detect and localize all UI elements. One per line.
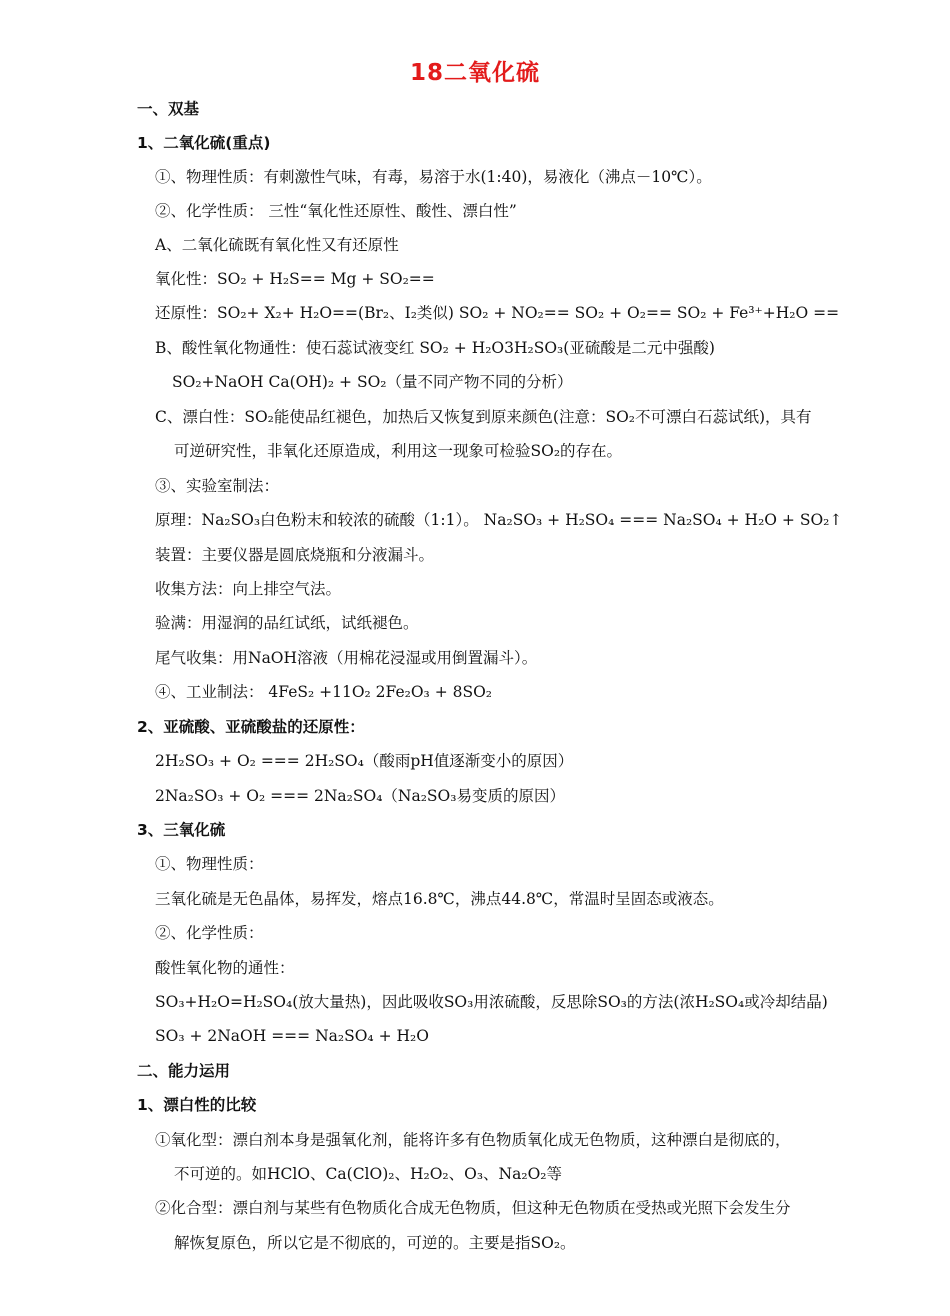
- text-line: 收集方法：向上排空气法。: [155, 580, 342, 598]
- text-line: 尾气收集：用NaOH溶液（用棉花浸湿或用倒置漏斗）。: [155, 649, 538, 667]
- text-line: C、漂白性：SO₂能使品红褪色，加热后又恢复到原来颜色(注意：SO₂不可漂白石蕊试纸)，具有: [155, 408, 812, 426]
- text-line: 氧化性：SO₂ + H₂S== Mg + SO₂==: [155, 270, 435, 288]
- text-line: B、酸性氧化物通性：使石蕊试液变红 SO₂ + H₂O3H₂SO₃(亚硫酸是二元中强酸): [155, 339, 715, 357]
- subsection-heading-so3: 3、三氧化硫: [137, 821, 226, 839]
- text-line: 酸性氧化物的通性：: [155, 959, 295, 977]
- text-line: 原理：Na₂SO₃白色粉末和较浓的硫酸（1:1）。 Na₂SO₃ + H₂SO₄ === Na₂SO₄ + H₂O + SO₂↑: [155, 511, 843, 529]
- text-line: 不可逆的。如HClO、Ca(ClO)₂、H₂O₂、O₃、Na₂O₂等: [174, 1165, 562, 1183]
- text-line: 装置：主要仪器是圆底烧瓶和分液漏斗。: [155, 546, 435, 564]
- text-line: ①氧化型：漂白剂本身是强氧化剂，能将许多有色物质氧化成无色物质，这种漂白是彻底的，: [155, 1131, 791, 1149]
- text-line: 解恢复原色，所以它是不彻底的，可逆的。主要是指SO₂。: [174, 1234, 576, 1252]
- subsection-heading-bleaching: 1、漂白性的比较: [137, 1096, 257, 1114]
- text-line: SO₃ + 2NaOH === Na₂SO₄ + H₂O: [155, 1027, 429, 1045]
- text-line: SO₂+NaOH Ca(OH)₂ + SO₂（量不同产物不同的分析）: [172, 373, 573, 391]
- text-line: ④、工业制法： 4FeS₂ +11O₂ 2Fe₂O₃ + 8SO₂: [155, 683, 493, 701]
- text-line: ②、化学性质：: [155, 924, 264, 942]
- text-line: 2H₂SO₃ + O₂ === 2H₂SO₄（酸雨pH值逐渐变小的原因）: [155, 752, 574, 770]
- text-line: ①、物理性质：有刺激性气味，有毒，易溶于水(1:40)，易液化（沸点－10℃）。: [155, 168, 712, 186]
- text-line: ②化合型：漂白剂与某些有色物质化合成无色物质，但这种无色物质在受热或光照下会发生分: [155, 1199, 791, 1217]
- page-title: 18二氧化硫: [409, 60, 540, 86]
- text-line: ③、实验室制法：: [155, 477, 280, 495]
- text-line: 三氧化硫是无色晶体，易挥发，熔点16.8℃，沸点44.8℃，常温时呈固态或液态。: [155, 890, 724, 908]
- section-heading-application: 二、能力运用: [137, 1062, 231, 1080]
- subsection-heading-sulfite: 2、亚硫酸、亚硫酸盐的还原性：: [137, 718, 365, 736]
- text-line: SO₃+H₂O=H₂SO₄(放大量热)，因此吸收SO₃用浓硫酸，反思除SO₃的方法(浓H₂SO₄或冷却结晶): [155, 993, 828, 1011]
- text-line: 2Na₂SO₃ + O₂ === 2Na₂SO₄（Na₂SO₃易变质的原因）: [155, 787, 565, 805]
- text-line: 还原性：SO₂+ X₂+ H₂O==(Br₂、I₂类似) SO₂ + NO₂== SO₂ + O₂== SO₂ + Fe³⁺+H₂O ==: [155, 304, 840, 322]
- subsection-heading-so2: 1、二氧化硫(重点): [137, 134, 271, 152]
- text-line: ②、化学性质： 三性“氧化性还原性、酸性、漂白性”: [155, 202, 517, 220]
- text-line: ①、物理性质：: [155, 855, 264, 873]
- section-heading-basics: 一、双基: [137, 100, 200, 118]
- text-line: 验满：用湿润的品红试纸，试纸褪色。: [155, 614, 419, 632]
- text-line: A、二氧化硫既有氧化性又有还原性: [155, 236, 399, 254]
- text-line: 可逆研究性，非氧化还原造成，利用这一现象可检验SO₂的存在。: [174, 442, 623, 460]
